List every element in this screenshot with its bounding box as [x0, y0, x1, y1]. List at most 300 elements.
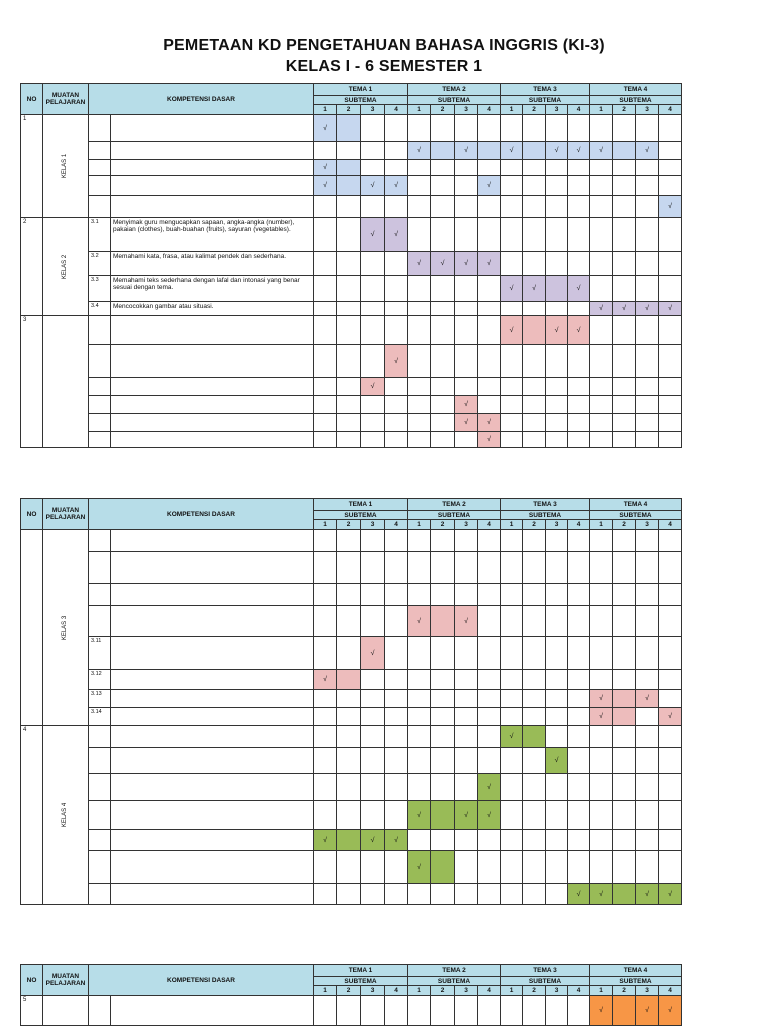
kd-code — [89, 142, 111, 160]
subtema-cell — [314, 432, 337, 448]
subtema-cell — [337, 432, 361, 448]
subtema-cell — [636, 160, 659, 176]
header-subtema: SUBTEMA — [408, 977, 501, 986]
header-subtema-number: 4 — [568, 105, 590, 115]
subtema-cell — [361, 851, 385, 884]
subtema-cell — [636, 851, 659, 884]
row-number: 2 — [21, 218, 43, 316]
check-mark: √ — [590, 708, 613, 726]
subtema-cell — [385, 530, 408, 552]
subtema-cell — [361, 606, 385, 637]
subtema-cell — [613, 774, 636, 801]
subtema-cell — [613, 115, 636, 142]
table-row — [21, 670, 682, 690]
subtema-cell — [523, 690, 546, 708]
subtema-cell — [613, 726, 636, 748]
subtema-cell — [408, 302, 431, 316]
check-mark: √ — [314, 670, 337, 690]
subtema-cell — [408, 996, 431, 1026]
subtema-cell — [590, 345, 613, 378]
kd-mapping-table — [20, 498, 682, 905]
subtema-cell — [501, 670, 523, 690]
subtema-cell — [478, 530, 501, 552]
subtema-cell — [546, 801, 568, 830]
subtema-cell — [478, 160, 501, 176]
subtema-cell — [337, 396, 361, 414]
check-mark: √ — [546, 316, 568, 345]
header-subtema-number: 4 — [385, 105, 408, 115]
kd-code: 3.14 — [89, 708, 111, 726]
header-subtema-number: 2 — [431, 986, 455, 996]
subtema-cell — [385, 316, 408, 345]
subtema-cell — [659, 830, 682, 851]
kd-code — [89, 726, 111, 748]
subtema-cell — [385, 115, 408, 142]
subtema-cell — [613, 176, 636, 196]
subtema-cell — [337, 302, 361, 316]
subtema-cell — [314, 396, 337, 414]
subtema-cell — [478, 708, 501, 726]
subtema-cell — [478, 302, 501, 316]
subtema-cell — [613, 584, 636, 606]
subtema-cell — [523, 851, 546, 884]
subtema-cell — [523, 396, 546, 414]
class-label-text: KELAS 4 — [62, 802, 69, 828]
subtema-cell — [523, 637, 546, 670]
subtema-cell — [314, 690, 337, 708]
header-subtema-number: 4 — [478, 986, 501, 996]
kd-text: Memahami teks sederhana dengan lafal dan intonasi yang benar sesuai dengan tema. — [111, 276, 314, 302]
subtema-cell — [408, 432, 431, 448]
table-row — [21, 196, 682, 218]
header-subtema-number: 2 — [613, 520, 636, 530]
subtema-cell — [501, 378, 523, 396]
subtema-cell — [659, 530, 682, 552]
subtema-cell — [613, 316, 636, 345]
subtema-cell — [590, 396, 613, 414]
subtema-cell — [455, 584, 478, 606]
subtema-cell — [659, 218, 682, 252]
subtema-cell — [590, 160, 613, 176]
subtema-cell — [546, 708, 568, 726]
subtema-cell — [478, 552, 501, 584]
subtema-cell — [590, 316, 613, 345]
subtema-cell — [590, 115, 613, 142]
subtema-cell — [337, 176, 361, 196]
check-mark: √ — [455, 801, 478, 830]
class-label — [43, 218, 89, 316]
subtema-cell — [408, 378, 431, 396]
subtema-cell — [337, 726, 361, 748]
subtema-cell — [431, 316, 455, 345]
kd-code — [89, 414, 111, 432]
subtema-cell — [501, 345, 523, 378]
subtema-cell — [613, 432, 636, 448]
row-number: 3 — [21, 316, 43, 448]
subtema-cell — [590, 606, 613, 637]
header-subtema-number: 2 — [613, 986, 636, 996]
table-row — [21, 552, 682, 584]
subtema-cell — [478, 276, 501, 302]
row-number: 5 — [21, 996, 43, 1026]
subtema-cell — [659, 726, 682, 748]
subtema-cell — [523, 345, 546, 378]
subtema-cell — [613, 530, 636, 552]
subtema-cell — [455, 176, 478, 196]
check-mark: √ — [501, 276, 523, 302]
subtema-cell — [314, 414, 337, 432]
kd-text — [111, 115, 314, 142]
check-mark: √ — [478, 252, 501, 276]
kd-text — [111, 414, 314, 432]
subtema-cell — [523, 316, 546, 345]
table-row — [21, 851, 682, 884]
subtema-cell — [523, 530, 546, 552]
table-row — [21, 606, 682, 637]
subtema-cell — [408, 276, 431, 302]
subtema-cell — [568, 414, 590, 432]
subtema-cell — [337, 530, 361, 552]
table-row — [21, 726, 682, 748]
subtema-cell — [478, 637, 501, 670]
kd-text — [111, 774, 314, 801]
subtema-cell — [337, 884, 361, 905]
subtema-cell — [590, 252, 613, 276]
check-mark: √ — [636, 690, 659, 708]
subtema-cell — [408, 196, 431, 218]
subtema-cell — [455, 708, 478, 726]
kd-text — [111, 830, 314, 851]
subtema-cell — [361, 432, 385, 448]
subtema-cell — [659, 606, 682, 637]
table-row — [21, 252, 682, 276]
subtema-cell — [523, 302, 546, 316]
subtema-cell — [455, 690, 478, 708]
check-mark: √ — [636, 996, 659, 1026]
subtema-cell — [361, 726, 385, 748]
subtema-cell — [568, 851, 590, 884]
table-row — [21, 530, 682, 552]
table-row — [21, 801, 682, 830]
kd-text — [111, 160, 314, 176]
subtema-cell — [636, 552, 659, 584]
subtema-cell — [337, 552, 361, 584]
class-label — [43, 996, 89, 1026]
subtema-cell — [568, 530, 590, 552]
subtema-cell — [455, 670, 478, 690]
kd-code: 3.2 — [89, 252, 111, 276]
subtema-cell — [613, 637, 636, 670]
table-row — [21, 302, 682, 316]
table-row — [21, 176, 682, 196]
subtema-cell — [478, 690, 501, 708]
subtema-cell — [385, 584, 408, 606]
subtema-cell — [546, 196, 568, 218]
table-row — [21, 708, 682, 726]
kd-text — [111, 748, 314, 774]
subtema-cell — [431, 176, 455, 196]
subtema-cell — [501, 996, 523, 1026]
subtema-cell — [337, 996, 361, 1026]
subtema-cell — [523, 196, 546, 218]
kd-text — [111, 726, 314, 748]
subtema-cell — [455, 432, 478, 448]
subtema-cell — [337, 276, 361, 302]
subtema-cell — [546, 851, 568, 884]
kd-text — [111, 606, 314, 637]
subtema-cell — [636, 830, 659, 851]
subtema-cell — [636, 196, 659, 218]
subtema-cell — [568, 690, 590, 708]
subtema-cell — [523, 584, 546, 606]
subtema-cell — [385, 606, 408, 637]
header-subtema-number: 1 — [314, 986, 337, 996]
subtema-cell — [501, 708, 523, 726]
subtema-cell — [361, 552, 385, 584]
subtema-cell — [431, 276, 455, 302]
subtema-cell — [385, 276, 408, 302]
subtema-cell — [613, 160, 636, 176]
check-mark: √ — [455, 606, 478, 637]
subtema-cell — [385, 637, 408, 670]
subtema-cell — [337, 690, 361, 708]
subtema-cell — [636, 276, 659, 302]
subtema-cell — [478, 218, 501, 252]
subtema-cell — [568, 432, 590, 448]
subtema-cell — [431, 115, 455, 142]
subtema-cell — [314, 726, 337, 748]
subtema-cell — [501, 552, 523, 584]
header-tema-1: TEMA 1 — [314, 965, 408, 977]
header-subtema-number: 1 — [590, 105, 613, 115]
title-line-1: PEMETAAN KD PENGETAHUAN BAHASA INGGRIS (KI-3) — [163, 37, 605, 54]
kd-text: Menyimak guru mengucapkan sapaan, angka-angka (number), pakaian (clothes), buah-buahan (fruits), sayuran (vegetables). — [111, 218, 314, 252]
subtema-cell — [568, 726, 590, 748]
subtema-cell — [659, 801, 682, 830]
header-subtema-number: 3 — [546, 520, 568, 530]
header-subtema: SUBTEMA — [501, 511, 590, 520]
subtema-cell — [361, 142, 385, 160]
subtema-cell — [478, 726, 501, 748]
subtema-cell — [431, 851, 455, 884]
subtema-cell — [337, 830, 361, 851]
kd-code — [89, 196, 111, 218]
subtema-cell — [659, 414, 682, 432]
check-mark: √ — [636, 884, 659, 905]
subtema-cell — [455, 530, 478, 552]
check-mark: √ — [659, 708, 682, 726]
subtema-cell — [314, 302, 337, 316]
header-subtema: SUBTEMA — [501, 96, 590, 105]
subtema-cell — [501, 396, 523, 414]
kd-text — [111, 345, 314, 378]
subtema-cell — [337, 748, 361, 774]
subtema-cell — [659, 252, 682, 276]
table-row — [21, 748, 682, 774]
header-subtema: SUBTEMA — [590, 96, 682, 105]
subtema-cell — [613, 884, 636, 905]
subtema-cell — [636, 115, 659, 142]
subtema-cell — [385, 996, 408, 1026]
check-mark: √ — [501, 316, 523, 345]
subtema-cell — [314, 316, 337, 345]
subtema-cell — [385, 748, 408, 774]
kd-code: 3.12 — [89, 670, 111, 690]
subtema-cell — [523, 252, 546, 276]
subtema-cell — [431, 726, 455, 748]
subtema-cell — [385, 142, 408, 160]
subtema-cell — [636, 218, 659, 252]
subtema-cell — [455, 302, 478, 316]
subtema-cell — [361, 414, 385, 432]
subtema-cell — [590, 276, 613, 302]
subtema-cell — [455, 748, 478, 774]
header-no: NO — [21, 84, 43, 115]
check-mark: √ — [523, 276, 546, 302]
subtema-cell — [455, 196, 478, 218]
subtema-cell — [314, 142, 337, 160]
subtema-cell — [337, 142, 361, 160]
subtema-cell — [568, 115, 590, 142]
class-label — [43, 726, 89, 905]
table-row — [21, 396, 682, 414]
subtema-cell — [546, 414, 568, 432]
check-mark: √ — [408, 606, 431, 637]
header-subtema-number: 1 — [314, 520, 337, 530]
table-row — [21, 414, 682, 432]
subtema-cell — [659, 378, 682, 396]
check-mark: √ — [478, 774, 501, 801]
header-subtema-number: 1 — [590, 986, 613, 996]
kd-mapping-table — [20, 964, 682, 1026]
subtema-cell — [501, 801, 523, 830]
subtema-cell — [546, 530, 568, 552]
kd-code: 3.13 — [89, 690, 111, 708]
subtema-cell — [314, 196, 337, 218]
header-row-tema — [21, 965, 682, 977]
header-kompetensi: KOMPETENSI DASAR — [89, 965, 314, 996]
subtema-cell — [613, 218, 636, 252]
subtema-cell — [455, 552, 478, 584]
subtema-cell — [478, 378, 501, 396]
subtema-cell — [361, 252, 385, 276]
table-row — [21, 584, 682, 606]
subtema-cell — [659, 276, 682, 302]
header-subtema-number: 3 — [455, 105, 478, 115]
kd-text — [111, 996, 314, 1026]
subtema-cell — [431, 378, 455, 396]
subtema-cell — [431, 996, 455, 1026]
subtema-cell — [613, 196, 636, 218]
header-subtema-number: 4 — [568, 986, 590, 996]
header-subtema-number: 2 — [613, 105, 636, 115]
subtema-cell — [523, 801, 546, 830]
check-mark: √ — [659, 884, 682, 905]
header-subtema-number: 3 — [546, 105, 568, 115]
subtema-cell — [613, 708, 636, 726]
kd-code — [89, 996, 111, 1026]
subtema-cell — [546, 252, 568, 276]
subtema-cell — [385, 302, 408, 316]
subtema-cell — [361, 316, 385, 345]
header-subtema: SUBTEMA — [501, 977, 590, 986]
subtema-cell — [337, 801, 361, 830]
check-mark: √ — [385, 176, 408, 196]
kd-text — [111, 670, 314, 690]
table-row — [21, 142, 682, 160]
subtema-cell — [408, 637, 431, 670]
kd-text — [111, 530, 314, 552]
subtema-cell — [314, 276, 337, 302]
subtema-cell — [613, 378, 636, 396]
subtema-cell — [613, 142, 636, 160]
subtema-cell — [568, 637, 590, 670]
subtema-cell — [523, 748, 546, 774]
kd-code — [89, 830, 111, 851]
subtema-cell — [361, 774, 385, 801]
kd-code: 3.3 — [89, 276, 111, 302]
subtema-cell — [455, 884, 478, 905]
subtema-cell — [590, 774, 613, 801]
subtema-cell — [314, 996, 337, 1026]
subtema-cell — [408, 316, 431, 345]
subtema-cell — [501, 748, 523, 774]
subtema-cell — [523, 142, 546, 160]
subtema-cell — [361, 708, 385, 726]
subtema-cell — [546, 584, 568, 606]
kd-code — [89, 432, 111, 448]
subtema-cell — [636, 396, 659, 414]
subtema-cell — [337, 345, 361, 378]
subtema-cell — [501, 218, 523, 252]
kd-text — [111, 396, 314, 414]
subtema-cell — [659, 552, 682, 584]
subtema-cell — [431, 606, 455, 637]
check-mark: √ — [501, 726, 523, 748]
subtema-cell — [337, 708, 361, 726]
subtema-cell — [408, 414, 431, 432]
header-tema-2: TEMA 2 — [408, 965, 501, 977]
subtema-cell — [431, 801, 455, 830]
subtema-cell — [337, 851, 361, 884]
header-subtema: SUBTEMA — [408, 511, 501, 520]
subtema-cell — [659, 851, 682, 884]
check-mark: √ — [455, 252, 478, 276]
kd-code — [89, 160, 111, 176]
subtema-cell — [636, 432, 659, 448]
subtema-cell — [523, 218, 546, 252]
subtema-cell — [455, 726, 478, 748]
subtema-cell — [478, 345, 501, 378]
subtema-cell — [636, 414, 659, 432]
subtema-cell — [546, 726, 568, 748]
subtema-cell — [568, 252, 590, 276]
subtema-cell — [636, 726, 659, 748]
subtema-cell — [546, 396, 568, 414]
subtema-cell — [408, 708, 431, 726]
table-row — [21, 276, 682, 302]
kd-code — [89, 774, 111, 801]
subtema-cell — [455, 345, 478, 378]
check-mark: √ — [385, 218, 408, 252]
subtema-cell — [455, 316, 478, 345]
subtema-cell — [523, 606, 546, 637]
header-subtema: SUBTEMA — [314, 96, 408, 105]
subtema-cell — [546, 115, 568, 142]
check-mark: √ — [568, 276, 590, 302]
subtema-cell — [546, 670, 568, 690]
header-kompetensi: KOMPETENSI DASAR — [89, 499, 314, 530]
